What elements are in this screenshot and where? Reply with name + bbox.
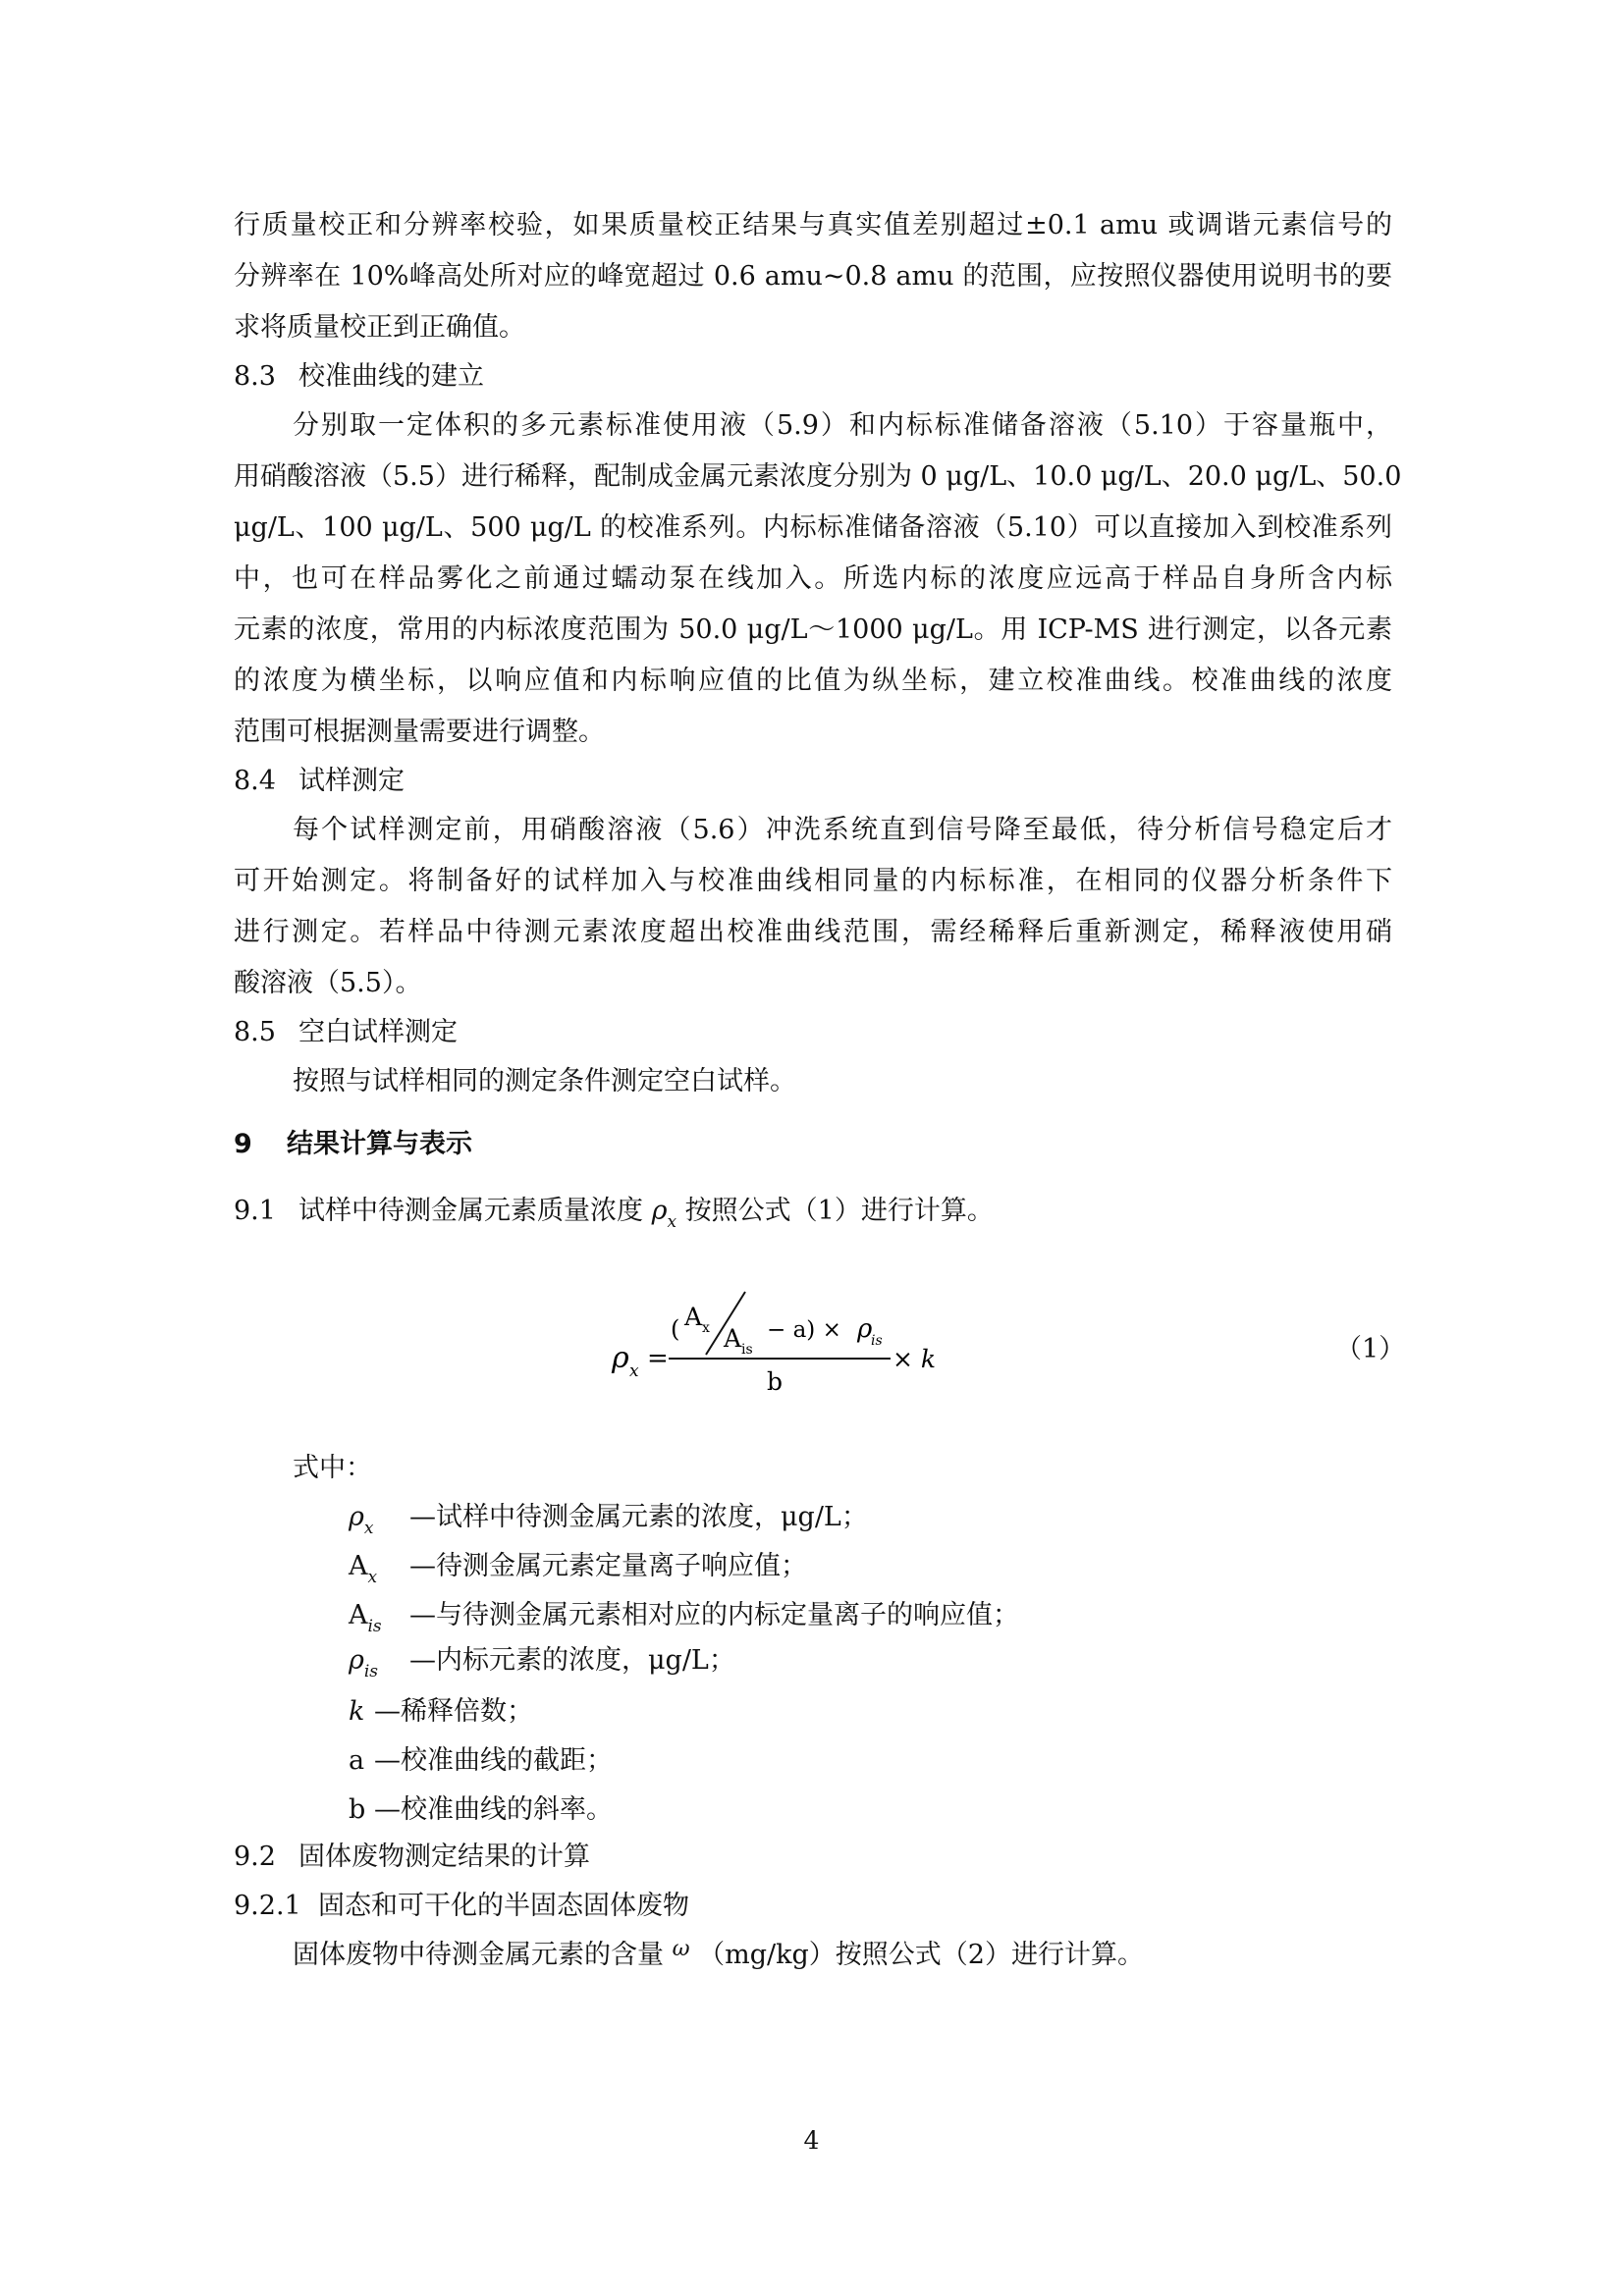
section-title: 校准曲线的建立	[298, 361, 484, 392]
section-title: 结果计算与表示	[287, 1129, 472, 1159]
formula-rho-is-sub: is	[871, 1333, 883, 1349]
subscript-x: x	[667, 1212, 677, 1232]
definition-text: —校准曲线的截距；	[374, 1745, 613, 1776]
paragraph-line: 分别取一定体积的多元素标准使用液（5.9）和内标标准储备溶液（5.10）于容量瓶中，	[293, 410, 1392, 441]
paragraph-line: μg/L、100 μg/L、500 μg/L 的校准系列。内标标准储备溶液（5.10）可以直接加入到校准系列	[234, 512, 1392, 543]
equation-number: （1）	[1335, 1334, 1406, 1364]
rho-symbol: ρ	[651, 1196, 668, 1226]
definition-text: —校准曲线的斜率。	[374, 1794, 613, 1825]
definition-text: —待测金属元素定量离子响应值；	[409, 1551, 807, 1581]
paragraph-line: 进行测定。若样品中待测元素浓度超出校准曲线范围，需经稀释后重新测定，稀释液使用硝	[234, 917, 1392, 947]
paragraph-line: 行质量校正和分辨率校验，如果质量校正结果与真实值差别超过±0.1 amu 或调谐元素信号的	[234, 210, 1392, 240]
b-lower-symbol: b	[349, 1794, 366, 1825]
paragraph-line: 用硝酸溶液（5.5）进行稀释，配制成金属元素浓度分别为 0 μg/L、10.0 μg/L、20.0 μg/L、50.0	[234, 461, 1402, 492]
paragraph-line: 每个试样测定前，用硝酸溶液（5.6）冲洗系统直到信号降至最低，待分析信号稳定后才	[293, 815, 1392, 845]
paragraph-text: 固体废物中待测金属元素的含量	[293, 1940, 664, 1970]
page-number: 4	[803, 2126, 820, 2155]
a-symbol: A	[349, 1551, 368, 1581]
formula-rho-is: ρ	[857, 1314, 873, 1344]
definition-b	[349, 1790, 613, 1830]
section-heading-9-1	[234, 1192, 1392, 1234]
section-heading-8-5	[234, 1013, 1392, 1052]
section-number: 9.1	[234, 1196, 276, 1226]
section-heading-9	[234, 1125, 1392, 1164]
definition-text: —内标元素的浓度，μg/L；	[409, 1645, 735, 1676]
definition-rho-x	[349, 1498, 868, 1540]
definition-a-is	[349, 1596, 1019, 1638]
paragraph-text: （mg/kg）按照公式（2）进行计算。	[698, 1940, 1144, 1970]
paragraph-line: 按照与试样相同的测定条件测定空白试样。	[293, 1066, 796, 1096]
paragraph-line: 求将质量校正到正确值。	[234, 312, 525, 343]
definition-k	[349, 1692, 533, 1732]
formula-ais-sub: is	[741, 1342, 753, 1358]
paragraph-line: 中，也可在样品雾化之前通过蠕动泵在线加入。所选内标的浓度应远高于样品自身所含内标	[234, 563, 1392, 594]
section-number: 8.4	[234, 766, 276, 796]
subscript-x: x	[367, 1568, 378, 1587]
section-title: 空白试样测定	[298, 1017, 458, 1047]
paragraph-line: 酸溶液（5.5）。	[234, 968, 422, 998]
omega-symbol: ω	[672, 1937, 690, 1961]
formula-lhs-rho: ρ	[612, 1341, 629, 1375]
section-heading-8-4	[234, 762, 1392, 801]
section-title: 固态和可干化的半固态固体废物	[318, 1891, 689, 1921]
a-lower-symbol: a	[349, 1745, 365, 1776]
section-number: 8.5	[234, 1017, 276, 1047]
formula-times-k: × k	[893, 1345, 937, 1373]
section-title: 试样测定	[298, 766, 405, 796]
formula-ax: A	[684, 1303, 703, 1331]
section-heading-9-2	[234, 1838, 1392, 1877]
paragraph-line: 分辨率在 10%峰高处所对应的峰宽超过 0.6 amu~0.8 amu 的范围，应按照仪器使用说明书的要	[234, 261, 1392, 292]
rho-symbol: ρ	[349, 1645, 364, 1676]
formula-lhs-sub: x	[629, 1362, 639, 1381]
formula-open-paren: (	[671, 1315, 680, 1343]
rho-symbol: ρ	[349, 1502, 364, 1532]
formula-ax-sub: x	[702, 1320, 710, 1336]
paragraph-line: 元素的浓度，常用的内标浓度范围为 50.0 μg/L～1000 μg/L。用 ICP-MS 进行测定，以各元素	[234, 614, 1392, 645]
paragraph-line: 可开始测定。将制备好的试样加入与校准曲线相同量的内标标准，在相同的仪器分析条件下	[234, 866, 1392, 896]
formula-ais: A	[724, 1324, 742, 1353]
definition-text: —试样中待测金属元素的浓度，μg/L；	[409, 1502, 868, 1532]
section-heading-9-2-1	[234, 1887, 1392, 1926]
paragraph-line: 范围可根据测量需要进行调整。	[234, 717, 605, 747]
section-heading-8-3	[234, 357, 1392, 397]
definition-a-x	[349, 1547, 807, 1589]
section-number: 9.2	[234, 1842, 276, 1872]
paragraph-line: 的浓度为横坐标，以响应值和内标响应值的比值为纵坐标，建立校准曲线。校准曲线的浓度	[234, 666, 1392, 696]
definition-rho-is	[349, 1641, 735, 1683]
formula-denominator: b	[767, 1367, 784, 1396]
section-title: 固体废物测定结果的计算	[298, 1842, 590, 1872]
section-text: 试样中待测金属元素质量浓度	[298, 1196, 643, 1226]
formula-equals: =	[647, 1344, 669, 1373]
section-number: 9	[234, 1129, 252, 1159]
definition-text: —稀释倍数；	[374, 1696, 533, 1727]
formula-minus-a-times: − a) ×	[767, 1317, 841, 1343]
subscript-is: is	[363, 1662, 379, 1682]
a-symbol: A	[349, 1600, 368, 1630]
definition-text: —与待测金属元素相对应的内标定量离子的响应值；	[409, 1600, 1019, 1630]
subscript-x: x	[363, 1519, 374, 1538]
formula-1	[604, 1286, 1016, 1404]
section-number: 9.2.1	[234, 1891, 301, 1921]
k-symbol: k	[349, 1696, 365, 1727]
section-text: 按照公式（1）进行计算。	[684, 1196, 994, 1226]
subscript-is: is	[367, 1617, 382, 1636]
paragraph-line	[293, 1936, 1392, 1977]
definition-a	[349, 1741, 613, 1781]
section-number: 8.3	[234, 361, 276, 392]
where-label: 式中：	[293, 1453, 372, 1483]
